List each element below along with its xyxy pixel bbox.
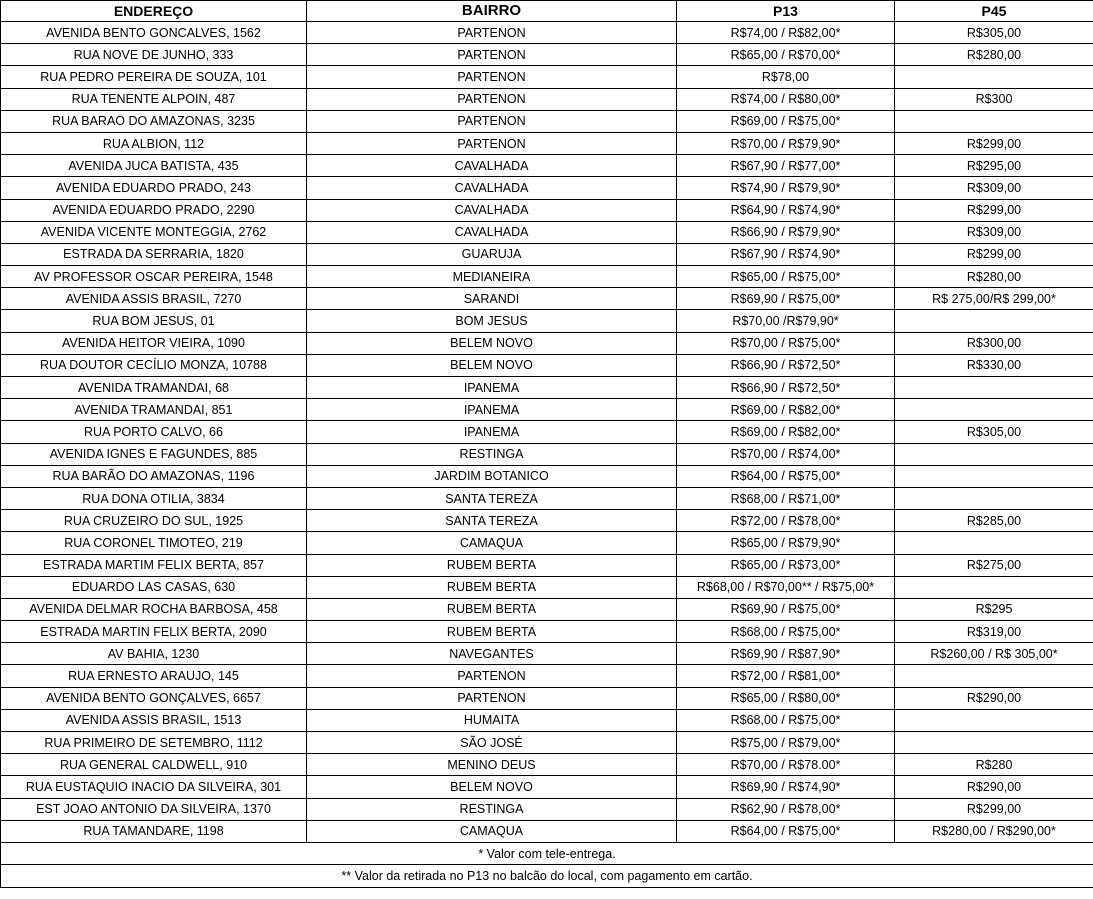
cell-p13: R$74,00 / R$82,00* [677,22,895,44]
table-row [1,598,1093,620]
cell-endereco: AVENIDA TRAMANDAI, 851 [1,399,307,421]
cell-endereco: EDUARDO LAS CASAS, 630 [1,576,307,598]
cell-p13: R$62,90 / R$78,00* [677,798,895,820]
table-row [1,66,1093,88]
footnote-pickup: ** Valor da retirada no P13 no balcão do local, com pagamento em cartão. [1,865,1093,888]
cell-p13: R$69,00 / R$82,00* [677,421,895,443]
cell-p45 [895,487,1093,509]
cell-p13: R$66,90 / R$72,50* [677,377,895,399]
cell-p13: R$66,90 / R$79,90* [677,221,895,243]
cell-bairro: JARDIM BOTANICO [307,465,677,487]
table-row [1,288,1093,310]
cell-p13: R$67,90 / R$74,90* [677,243,895,265]
cell-endereco: RUA EUSTAQUIO INACIO DA SILVEIRA, 301 [1,776,307,798]
cell-endereco: RUA BOM JESUS, 01 [1,310,307,332]
cell-p13: R$70,00 / R$74,00* [677,443,895,465]
cell-endereco: RUA PORTO CALVO, 66 [1,421,307,443]
table-row [1,132,1093,154]
cell-bairro: HUMAITA [307,709,677,731]
cell-bairro: MENINO DEUS [307,754,677,776]
cell-p13: R$64,00 / R$75,00* [677,820,895,842]
cell-bairro: PARTENON [307,687,677,709]
cell-p13: R$65,00 / R$80,00* [677,687,895,709]
cell-bairro: BOM JESUS [307,310,677,332]
cell-p13: R$72,00 / R$81,00* [677,665,895,687]
cell-endereco: AVENIDA ASSIS BRASIL, 1513 [1,709,307,731]
cell-p13: R$70,00 / R$75,00* [677,332,895,354]
cell-endereco: RUA GENERAL CALDWELL, 910 [1,754,307,776]
cell-endereco: AVENIDA BENTO GONCALVES, 1562 [1,22,307,44]
table-row [1,443,1093,465]
cell-endereco: AVENIDA BENTO GONÇALVES, 6657 [1,687,307,709]
cell-p13: R$74,90 / R$79,90* [677,177,895,199]
cell-bairro: IPANEMA [307,377,677,399]
table-row [1,554,1093,576]
table-row [1,754,1093,776]
cell-p13: R$64,00 / R$75,00* [677,465,895,487]
cell-endereco: RUA PRIMEIRO DE SETEMBRO, 1112 [1,732,307,754]
cell-p45: R$ 275,00/R$ 299,00* [895,288,1093,310]
cell-p13: R$70,00 /R$79,90* [677,310,895,332]
table-row [1,310,1093,332]
cell-p45 [895,399,1093,421]
cell-endereco: AV PROFESSOR OSCAR PEREIRA, 1548 [1,266,307,288]
cell-p45: R$309,00 [895,221,1093,243]
cell-endereco: AVENIDA IGNES E FAGUNDES, 885 [1,443,307,465]
cell-bairro: IPANEMA [307,399,677,421]
header-p13: P13 [677,1,895,22]
table-row [1,643,1093,665]
cell-bairro: PARTENON [307,66,677,88]
cell-p45 [895,66,1093,88]
cell-bairro: RUBEM BERTA [307,598,677,620]
cell-p45 [895,465,1093,487]
cell-p45: R$280 [895,754,1093,776]
footnote-row [1,842,1093,865]
cell-p13: R$78,00 [677,66,895,88]
cell-bairro: BELEM NOVO [307,354,677,376]
table-row [1,532,1093,554]
cell-p13: R$69,90 / R$75,00* [677,288,895,310]
table-row [1,177,1093,199]
cell-bairro: SANTA TEREZA [307,487,677,509]
cell-bairro: SANTA TEREZA [307,510,677,532]
cell-bairro: PARTENON [307,44,677,66]
cell-bairro: PARTENON [307,665,677,687]
cell-endereco: RUA BARÃO DO AMAZONAS, 1196 [1,465,307,487]
cell-bairro: RESTINGA [307,443,677,465]
cell-bairro: RUBEM BERTA [307,576,677,598]
cell-p45: R$319,00 [895,621,1093,643]
table-row [1,732,1093,754]
table-row [1,665,1093,687]
cell-endereco: AVENIDA TRAMANDAI, 68 [1,377,307,399]
cell-bairro: MEDIANEIRA [307,266,677,288]
cell-bairro: CAMAQUA [307,532,677,554]
cell-p13: R$69,00 / R$82,00* [677,399,895,421]
table-row [1,243,1093,265]
cell-endereco: RUA ERNESTO ARAUJO, 145 [1,665,307,687]
cell-endereco: AV BAHIA, 1230 [1,643,307,665]
table-row [1,88,1093,110]
cell-p13: R$65,00 / R$73,00* [677,554,895,576]
cell-bairro: CAVALHADA [307,177,677,199]
footnote-delivery: * Valor com tele-entrega. [1,842,1093,865]
cell-p45 [895,732,1093,754]
cell-p45: R$299,00 [895,132,1093,154]
table-row [1,820,1093,842]
cell-endereco: AVENIDA EDUARDO PRADO, 243 [1,177,307,199]
cell-p45: R$260,00 / R$ 305,00* [895,643,1093,665]
cell-endereco: RUA PEDRO PEREIRA DE SOUZA, 101 [1,66,307,88]
cell-p45: R$299,00 [895,199,1093,221]
cell-endereco: RUA DONA OTILIA, 3834 [1,487,307,509]
cell-p13: R$69,90 / R$74,90* [677,776,895,798]
cell-p13: R$72,00 / R$78,00* [677,510,895,532]
table-row [1,22,1093,44]
cell-p45: R$295,00 [895,155,1093,177]
cell-p13: R$74,00 / R$80,00* [677,88,895,110]
cell-p45 [895,532,1093,554]
table-row [1,510,1093,532]
cell-p45: R$290,00 [895,687,1093,709]
cell-endereco: RUA BARAO DO AMAZONAS, 3235 [1,110,307,132]
cell-p13: R$68,00 / R$75,00* [677,709,895,731]
table-row [1,155,1093,177]
table-row [1,199,1093,221]
cell-p45: R$295 [895,598,1093,620]
cell-bairro: CAVALHADA [307,155,677,177]
table-row [1,421,1093,443]
cell-p13: R$68,00 / R$71,00* [677,487,895,509]
cell-bairro: PARTENON [307,132,677,154]
table-row [1,465,1093,487]
cell-p45: R$305,00 [895,22,1093,44]
cell-endereco: AVENIDA DELMAR ROCHA BARBOSA, 458 [1,598,307,620]
table-row [1,332,1093,354]
cell-bairro: PARTENON [307,22,677,44]
table-row [1,687,1093,709]
cell-endereco: AVENIDA EDUARDO PRADO, 2290 [1,199,307,221]
cell-bairro: SARANDI [307,288,677,310]
cell-p45 [895,310,1093,332]
table-body [1,22,1093,843]
cell-endereco: AVENIDA ASSIS BRASIL, 7270 [1,288,307,310]
cell-bairro: SÃO JOSÉ [307,732,677,754]
cell-p45: R$300 [895,88,1093,110]
cell-p45: R$299,00 [895,243,1093,265]
cell-bairro: RUBEM BERTA [307,554,677,576]
cell-endereco: EST JOAO ANTONIO DA SILVEIRA, 1370 [1,798,307,820]
cell-p45 [895,443,1093,465]
cell-endereco: AVENIDA JUCA BATISTA, 435 [1,155,307,177]
table-row [1,399,1093,421]
cell-p45: R$275,00 [895,554,1093,576]
table-row [1,621,1093,643]
cell-p13: R$69,90 / R$87,90* [677,643,895,665]
cell-p13: R$67,90 / R$77,00* [677,155,895,177]
cell-endereco: AVENIDA HEITOR VIEIRA, 1090 [1,332,307,354]
cell-endereco: RUA TAMANDARE, 1198 [1,820,307,842]
cell-p45: R$300,00 [895,332,1093,354]
cell-p13: R$68,00 / R$75,00* [677,621,895,643]
table-row [1,266,1093,288]
cell-p45: R$309,00 [895,177,1093,199]
cell-p45: R$305,00 [895,421,1093,443]
table-row [1,110,1093,132]
cell-endereco: RUA DOUTOR CECÍLIO MONZA, 10788 [1,354,307,376]
cell-endereco: AVENIDA VICENTE MONTEGGIA, 2762 [1,221,307,243]
cell-p13: R$65,00 / R$75,00* [677,266,895,288]
cell-bairro: CAMAQUA [307,820,677,842]
cell-p13: R$69,00 / R$75,00* [677,110,895,132]
table-row [1,798,1093,820]
cell-p45 [895,709,1093,731]
cell-endereco: ESTRADA DA SERRARIA, 1820 [1,243,307,265]
cell-bairro: RESTINGA [307,798,677,820]
cell-p45: R$280,00 [895,44,1093,66]
table-row [1,776,1093,798]
table-row [1,44,1093,66]
cell-bairro: CAVALHADA [307,199,677,221]
cell-p13: R$65,00 / R$79,90* [677,532,895,554]
cell-endereco: RUA CRUZEIRO DO SUL, 1925 [1,510,307,532]
cell-bairro: BELEM NOVO [307,332,677,354]
cell-p13: R$75,00 / R$79,00* [677,732,895,754]
cell-endereco: RUA TENENTE ALPOIN, 487 [1,88,307,110]
cell-bairro: IPANEMA [307,421,677,443]
cell-endereco: RUA CORONEL TIMOTEO, 219 [1,532,307,554]
cell-p13: R$70,00 / R$78.00* [677,754,895,776]
table-row [1,487,1093,509]
header-p45: P45 [895,1,1093,22]
footnote-row [1,865,1093,888]
cell-p45: R$280,00 / R$290,00* [895,820,1093,842]
cell-bairro: NAVEGANTES [307,643,677,665]
header-endereco: ENDEREÇO [1,1,307,22]
cell-p13: R$69,90 / R$75,00* [677,598,895,620]
table-row [1,377,1093,399]
cell-p45: R$285,00 [895,510,1093,532]
cell-p13: R$68,00 / R$70,00** / R$75,00* [677,576,895,598]
cell-p45 [895,665,1093,687]
cell-p13: R$64,90 / R$74,90* [677,199,895,221]
table-row [1,354,1093,376]
table-row [1,709,1093,731]
cell-p45 [895,377,1093,399]
cell-p13: R$65,00 / R$70,00* [677,44,895,66]
cell-bairro: PARTENON [307,88,677,110]
header-row [1,1,1093,22]
cell-bairro: BELEM NOVO [307,776,677,798]
cell-p45: R$280,00 [895,266,1093,288]
cell-p45: R$290,00 [895,776,1093,798]
cell-p45 [895,110,1093,132]
table-row [1,221,1093,243]
cell-endereco: ESTRADA MARTIM FELIX BERTA, 857 [1,554,307,576]
cell-p45 [895,576,1093,598]
cell-bairro: GUARUJA [307,243,677,265]
cell-endereco: ESTRADA MARTIN FELIX BERTA, 2090 [1,621,307,643]
cell-p45: R$299,00 [895,798,1093,820]
cell-p13: R$70,00 / R$79,90* [677,132,895,154]
cell-p45: R$330,00 [895,354,1093,376]
cell-endereco: RUA ALBION, 112 [1,132,307,154]
cell-bairro: RUBEM BERTA [307,621,677,643]
cell-bairro: CAVALHADA [307,221,677,243]
cell-bairro: PARTENON [307,110,677,132]
table-row [1,576,1093,598]
cell-p13: R$66,90 / R$72,50* [677,354,895,376]
cell-endereco: RUA NOVE DE JUNHO, 333 [1,44,307,66]
header-bairro: BAIRRO [307,1,677,22]
